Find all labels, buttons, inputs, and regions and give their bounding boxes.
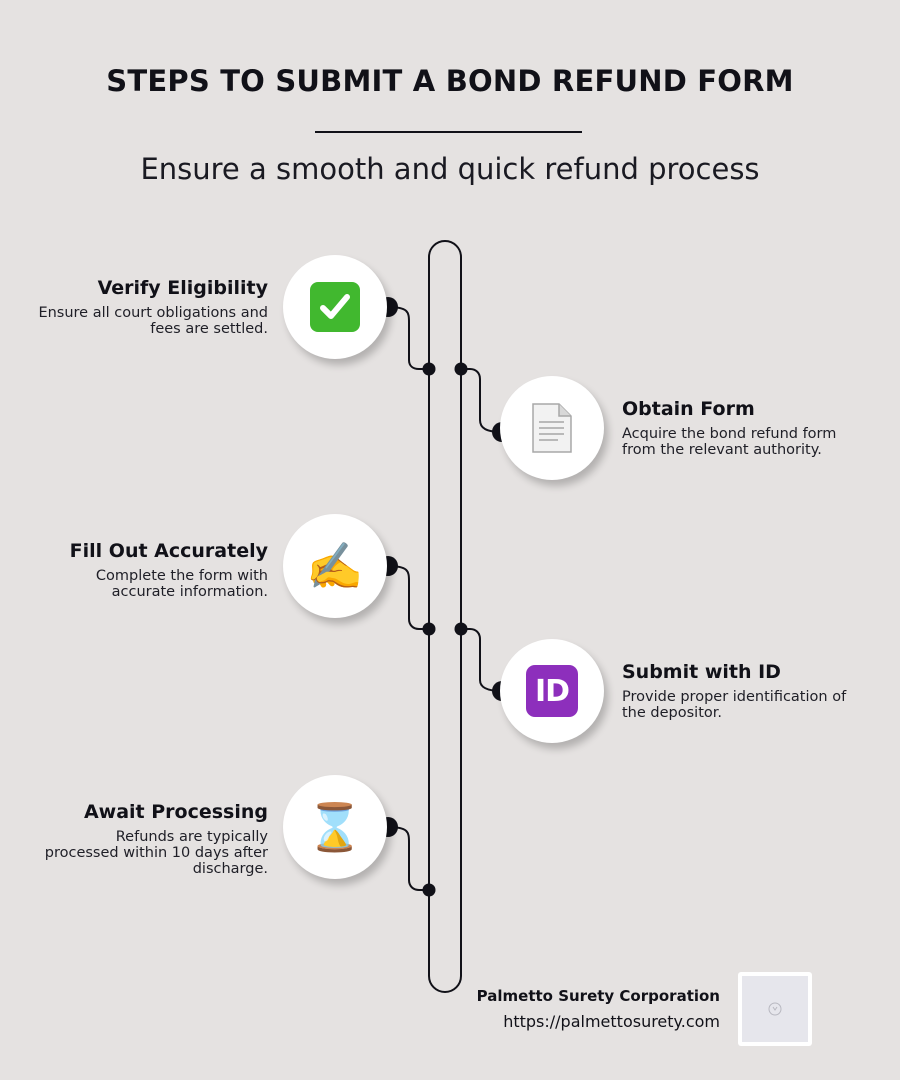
document-page-icon: [530, 402, 574, 454]
writing-hand-icon: ✍️: [306, 539, 364, 593]
track-dot-step-1: [423, 363, 436, 376]
id-badge-icon: ID: [526, 665, 578, 717]
step-icon-circle: [283, 775, 387, 879]
step-description: Complete the form with accurate information.: [95, 568, 268, 600]
track-dot-step-4: [455, 623, 468, 636]
qr-code-icon[interactable]: [738, 972, 812, 1046]
step-verify-eligibility: [38, 277, 268, 337]
page-subtitle: Ensure a smooth and quick refund process: [140, 152, 760, 186]
check-mark-button-icon: [310, 282, 360, 332]
track-dot-step-3: [423, 623, 436, 636]
connector-step-3: [388, 566, 429, 629]
connector-step-5: [388, 827, 429, 890]
step-fill-out-accurately: [38, 540, 268, 600]
step-title: Verify Eligibility: [97, 277, 268, 299]
timeline-track: [429, 241, 461, 992]
step-title: Await Processing: [83, 801, 268, 823]
hourglass-icon: ⌛: [306, 800, 364, 854]
step-description: Refunds are typically processed within 10 days after discharge.: [44, 829, 268, 877]
company-name: Palmetto Surety Corporation: [476, 987, 720, 1005]
step-description: Provide proper identification of the depositor.: [622, 689, 847, 721]
track-dot-step-5: [423, 884, 436, 897]
step-title: Fill Out Accurately: [69, 540, 268, 562]
track-dot-step-2: [455, 363, 468, 376]
connector-step-1: [388, 307, 429, 369]
step-icon-circle: [500, 376, 604, 480]
connector-step-2: [461, 369, 502, 432]
step-description: Ensure all court obligations and fees are settled.: [38, 305, 268, 337]
step-title: Obtain Form: [622, 398, 755, 420]
step-icon-circle: [500, 639, 604, 743]
connector-step-4: [461, 629, 502, 691]
step-await-processing: [38, 801, 268, 877]
page-title: STEPS TO SUBMIT A BOND REFUND FORM: [106, 64, 794, 98]
step-title: Submit with ID: [622, 661, 781, 683]
step-submit-with-id: [622, 661, 852, 721]
step-description: Acquire the bond refund form from the relevant authority.: [622, 426, 837, 458]
step-icon-circle: [283, 255, 387, 359]
step-icon-circle: [283, 514, 387, 618]
company-url[interactable]: https://palmettosurety.com: [503, 1012, 720, 1031]
step-obtain-form: [622, 398, 852, 458]
